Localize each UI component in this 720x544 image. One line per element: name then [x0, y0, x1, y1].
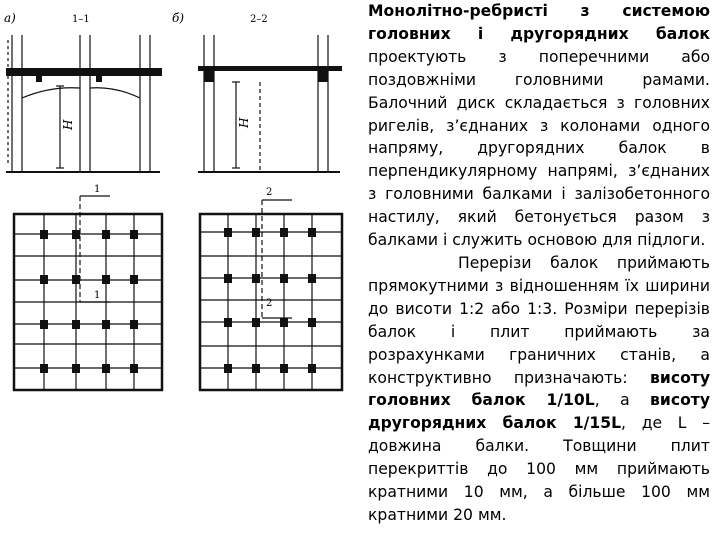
- paragraph-2-mid: , а: [594, 391, 651, 410]
- main-beam-a: [6, 68, 162, 76]
- paragraph-2-end: , де L – довжина балки. Товщини плит перекриттів до 100 мм приймають кратними 10 мм, а більше 100 мм кратними 20 мм.: [368, 414, 710, 524]
- paragraph-1-rest: проектують з поперечними або поздовжніми головними рамами. Балочний диск складається з головних ригелів, з’єднаних з колонами одного напряму, другорядних балок в перпендикулярному напрямі, з’єднаних з головними балками і залізобетонного настилу, який бетонується разом з балками і служить основою для підлоги.: [368, 47, 710, 250]
- panel-b-letter: б): [172, 11, 185, 25]
- paragraph-1-bold: Монолітно-ребристі з системою головних і другорядних балок: [368, 2, 710, 43]
- height-label-b: H: [237, 117, 251, 128]
- cut-mark-a-bottom: 1: [94, 290, 101, 301]
- framing-drawing: [0, 0, 362, 540]
- beam-section-b: [204, 71, 214, 82]
- panel-b-section: 2–2: [250, 14, 268, 25]
- main-beam-b: [198, 66, 342, 71]
- cut-mark-b-bottom: 2: [266, 298, 273, 309]
- main-beam-height-rule: висоту головних балок 1/10L: [368, 368, 710, 410]
- paragraph-2: [368, 252, 710, 527]
- paragraph-1: [368, 0, 710, 252]
- section-a-elevation: [6, 35, 160, 172]
- panel-a-section: 1–1: [72, 14, 90, 25]
- beam-section-b: [318, 71, 328, 82]
- framing-figure: [0, 0, 362, 540]
- paragraph-2-start: Перерізи балок приймають прямокутними з відношенням їх ширини до висоти 1:2 або 1:3. Розміри перерізів балок і плит приймають за розрахунками граничних станів, а конструктивно призначають:: [368, 253, 710, 387]
- height-label-a: H: [61, 119, 75, 130]
- section-b-elevation: [198, 35, 340, 172]
- cut-mark-a-top: 1: [94, 184, 101, 195]
- plan-a-outline: [14, 196, 162, 390]
- cut-mark-b-top: 2: [266, 187, 273, 198]
- panel-a-letter: а): [4, 11, 16, 25]
- secondary-beam-section-a: [96, 76, 102, 82]
- body-text: [368, 0, 710, 540]
- plan-b-outline: [200, 200, 342, 390]
- secondary-beam-section-a: [36, 76, 42, 82]
- secondary-beam-height-rule: висоту другорядних балок 1/15L: [368, 391, 710, 433]
